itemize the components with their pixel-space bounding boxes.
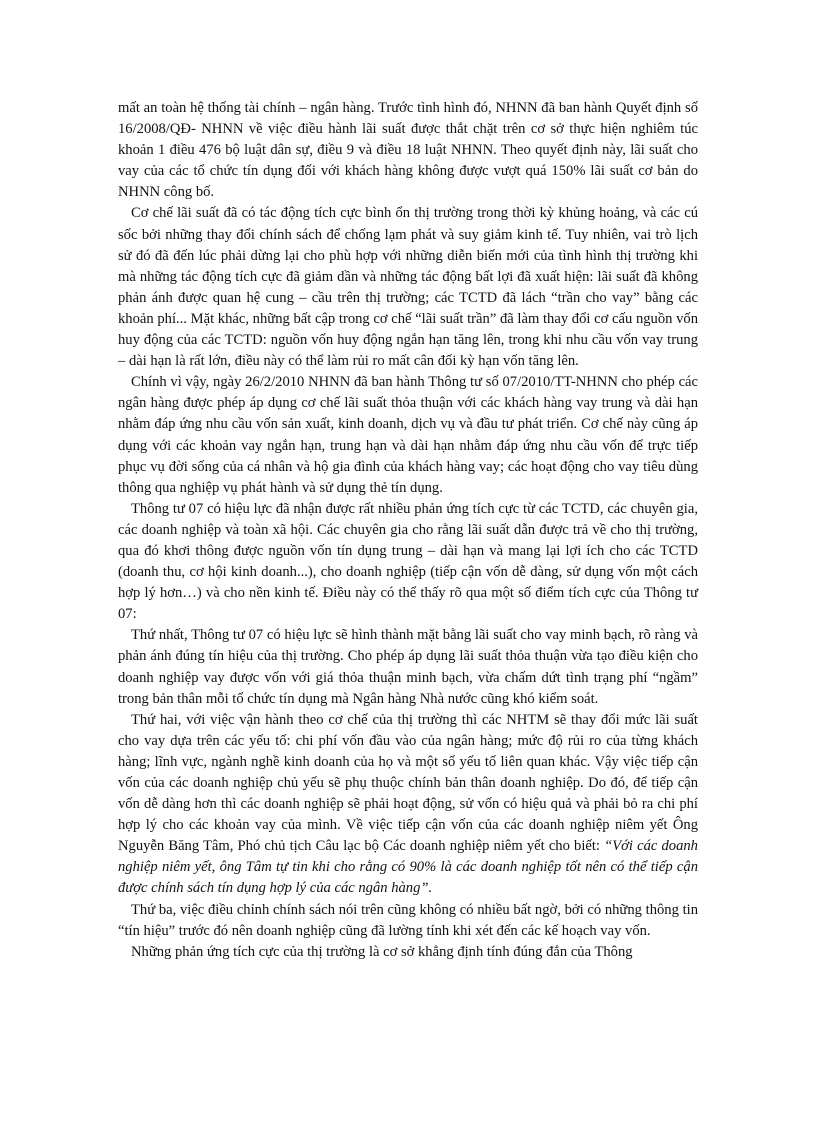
- paragraph-6-text: Thứ hai, với việc vận hành theo cơ chế của thị trường thì các NHTM sẽ thay đổi mức lãi suất cho vay dựa trên các yếu tố: chi phí vốn đầu vào của ngân hàng; mức độ rủi ro của từng khách hàng; lĩnh vực, ngành nghề kinh doanh của họ và một số yếu tố liên quan khác. Vậy việc tiếp cận vốn của các doanh nghiệp chủ yếu sẽ phụ thuộc chính bản thân doanh nghiệp. Do đó, để tiếp cận vốn dễ dàng hơn thì các doanh nghiệp sẽ phải hoạt động, sử vốn có hiệu quả và phải bỏ ra chi phí hợp lý cho các khoản vay của mình. Về việc tiếp cận vốn của các doanh nghiệp niêm yết Ông Nguyễn Băng Tâm, Phó chủ tịch Câu lạc bộ Các doanh nghiệp niêm yết cho biết:: [118, 711, 698, 855]
- paragraph-8: Những phản ứng tích cực của thị trường là cơ sở khẳng định tính đúng đắn của Thông: [131, 943, 633, 960]
- paragraph-6-quote: “Với các doanh nghiệp niêm yết, ông Tâm tự tin khi cho rằng có 90% là các doanh nghiệp tốt nên có thể tiếp cận được chính sách tín dụng hợp lý của các ngân hàng”.: [118, 838, 698, 897]
- paragraph-3: Chính vì vậy, ngày 26/2/2010 NHNN đã ban hành Thông tư số 07/2010/TT-NHNN cho phép các ngân hàng được phép áp dụng cơ chế lãi suất thỏa thuận với các khách hàng vay trung và dài hạn nhằm đáp ứng nhu cầu vốn sản xuất, kinh doanh, dịch vụ và đầu tư phát triển. Cơ chế này cũng áp dụng với các khoản vay ngắn hạn, trung hạn và dài hạn nhằm đáp ứng nhu cầu vốn để trực tiếp phục vụ đời sống của cá nhân và hộ gia đình của khách hàng vay; các hoạt động cho vay tiêu dùng thông qua nghiệp vụ phát hành và sử dụng thẻ tín dụng.: [118, 374, 698, 496]
- paragraph-5: Thứ nhất, Thông tư 07 có hiệu lực sẽ hình thành mặt bằng lãi suất cho vay minh bạch, rõ ràng và phản ánh đúng tín hiệu của thị trường. Cho phép áp dụng lãi suất thỏa thuận vừa tạo điều kiện cho doanh nghiệp vay được vốn với giá thỏa thuận minh bạch, vừa chấm dứt tình trạng phí “ngầm” trong bản thân mỗi tổ chức tín dụng mà Ngân hàng Nhà nước cũng khó kiểm soát.: [118, 627, 698, 707]
- paragraph-7: Thứ ba, việc điều chỉnh chính sách nói trên cũng không có nhiều bất ngờ, bởi có những thông tin “tín hiệu” trước đó nên doanh nghiệp cũng đã lường tính khi xét đến các kế hoạch vay vốn.: [118, 901, 698, 939]
- paragraph-1: mất an toàn hệ thống tài chính – ngân hàng. Trước tình hình đó, NHNN đã ban hành Quyết định số 16/2008/QĐ- NHNN về việc điều hành lãi suất được thắt chặt trên cơ sở thực hiện nghiêm túc khoản 1 điều 476 bộ luật dân sự, điều 9 và điều 18 luật NHNN. Theo quyết định này, lãi suất cho vay của các tổ chức tín dụng đối với khách hàng không được vượt quá 150% lãi suất cơ bản do NHNN công bố.: [118, 100, 698, 201]
- paragraph-2: Cơ chế lãi suất đã có tác động tích cực bình ổn thị trường trong thời kỳ khủng hoảng, và các cú sốc bởi những thay đổi chính sách để chống lạm phát và suy giảm kinh tế. Tuy nhiên, vai trò lịch sử đó đã đến lúc phải dừng lại cho phù hợp với những diễn biến mới của tình hình thị trường khi mà những tác động tích cực đã giảm dần và những tác động bất lợi đã xuất hiện: lãi suất đã không phản ánh được quan hệ cung – cầu trên thị trường; các TCTD đã lách “trần cho vay” bằng các khoản phí... Mặt khác, những bất cập trong cơ chế “lãi suất trần” đã làm thay đổi cơ cấu nguồn vốn huy động của các TCTD: nguồn vốn huy động ngắn hạn tăng lên, trong khi nhu cầu vốn vay trung – dài hạn là rất lớn, điều này có thể làm rủi ro mất cân đối kỳ hạn vốn tăng lên.: [118, 205, 698, 370]
- paragraph-4: Thông tư 07 có hiệu lực đã nhận được rất nhiều phản ứng tích cực từ các TCTD, các chuyên gia, các doanh nghiệp và toàn xã hội. Các chuyên gia cho rằng lãi suất dẫn được trả về cho thị trường, qua đó khơi thông được nguồn vốn tín dụng trung – dài hạn và mang lại lợi ích cho các TCTD (doanh thu, cơ hội kinh doanh...), cho doanh nghiệp (tiếp cận vốn dễ dàng, sử dụng vốn một cách hợp lý hơn…) và cho nền kinh tế. Điều này có thể thấy rõ qua một số điểm tích cực của Thông tư 07:: [118, 500, 698, 623]
- paragraph-6: [118, 710, 698, 900]
- document-page: [118, 98, 698, 963]
